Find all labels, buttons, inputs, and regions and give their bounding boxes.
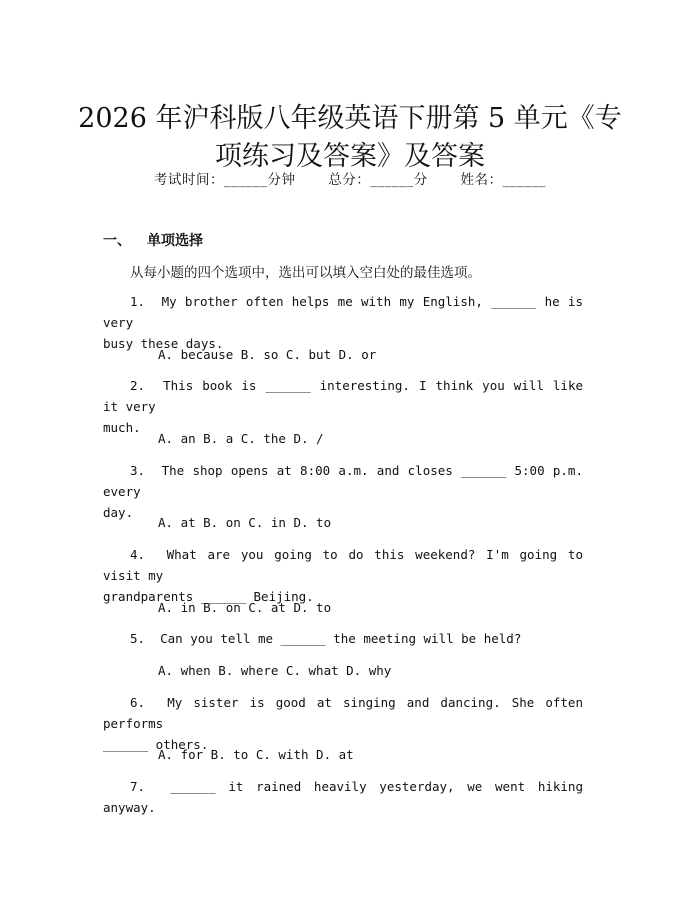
exam-time: 考试时间：______分钟 [153,172,296,188]
exam-meta [0,168,700,188]
question-text-line-1: My brother often helps me with my English, ______ he is very [103,294,583,330]
question-number: 2. [130,378,146,393]
question-number: 5. [130,631,146,646]
question-text-line-2: ______ others. [103,737,209,752]
question-text-line-1: Can you tell me ______ the meeting will be held? [160,631,522,646]
question-text-line-1: The shop opens at 8:00 a.m. and closes ______ 5:00 p.m. every [103,463,583,499]
question-7 [103,776,583,818]
question-text-line-1: What are you going to do this weekend? I'm going to visit my [103,547,583,583]
question-number: 6. [130,695,146,710]
question-6-options: A. for B. to C. with D. at [158,747,354,762]
question-5-options: A. when B. where C. what D. why [158,663,392,678]
question-number: 7. [130,779,146,794]
question-text-line-1: This book is ______ interesting. I think you will like it very [103,378,583,414]
title-line-1: 2026 年沪科版八年级英语下册第 5 单元《专 [78,103,622,135]
question-text-line-2: much. [103,420,141,435]
question-text-line-1: My sister is good at singing and dancing. She often performs [103,695,583,731]
question-number: 3. [130,463,146,478]
document-title [40,100,660,176]
question-text-line-1: ______ it rained heavily yesterday, we went hiking anyway. [103,779,583,815]
question-4-options: A. in B. on C. at D. to [158,600,332,615]
question-3-options: A. at B. on C. in D. to [158,515,332,530]
section-title: 单项选择 [147,233,203,249]
section-number: 一、 [103,233,131,249]
question-1-options: A. because B. so C. but D. or [158,347,377,362]
exam-name: 姓名：______ [460,172,547,188]
section-instruction: 从每小题的四个选项中，选出可以填入空白处的最佳选项。 [130,265,481,281]
question-2-options: A. an B. a C. the D. / [158,431,324,446]
question-text-line-2: busy these days. [103,336,224,351]
question-text-line-2: day. [103,505,134,520]
question-text-line-2: grandparents ______ Beijing. [103,589,314,604]
question-5 [103,628,583,649]
section-heading [103,230,203,250]
question-number: 4. [130,547,146,562]
exam-score: 总分：______分 [328,172,428,188]
question-number: 1. [130,294,146,309]
title-line-2: 项练习及答案》及答案 [215,141,485,173]
